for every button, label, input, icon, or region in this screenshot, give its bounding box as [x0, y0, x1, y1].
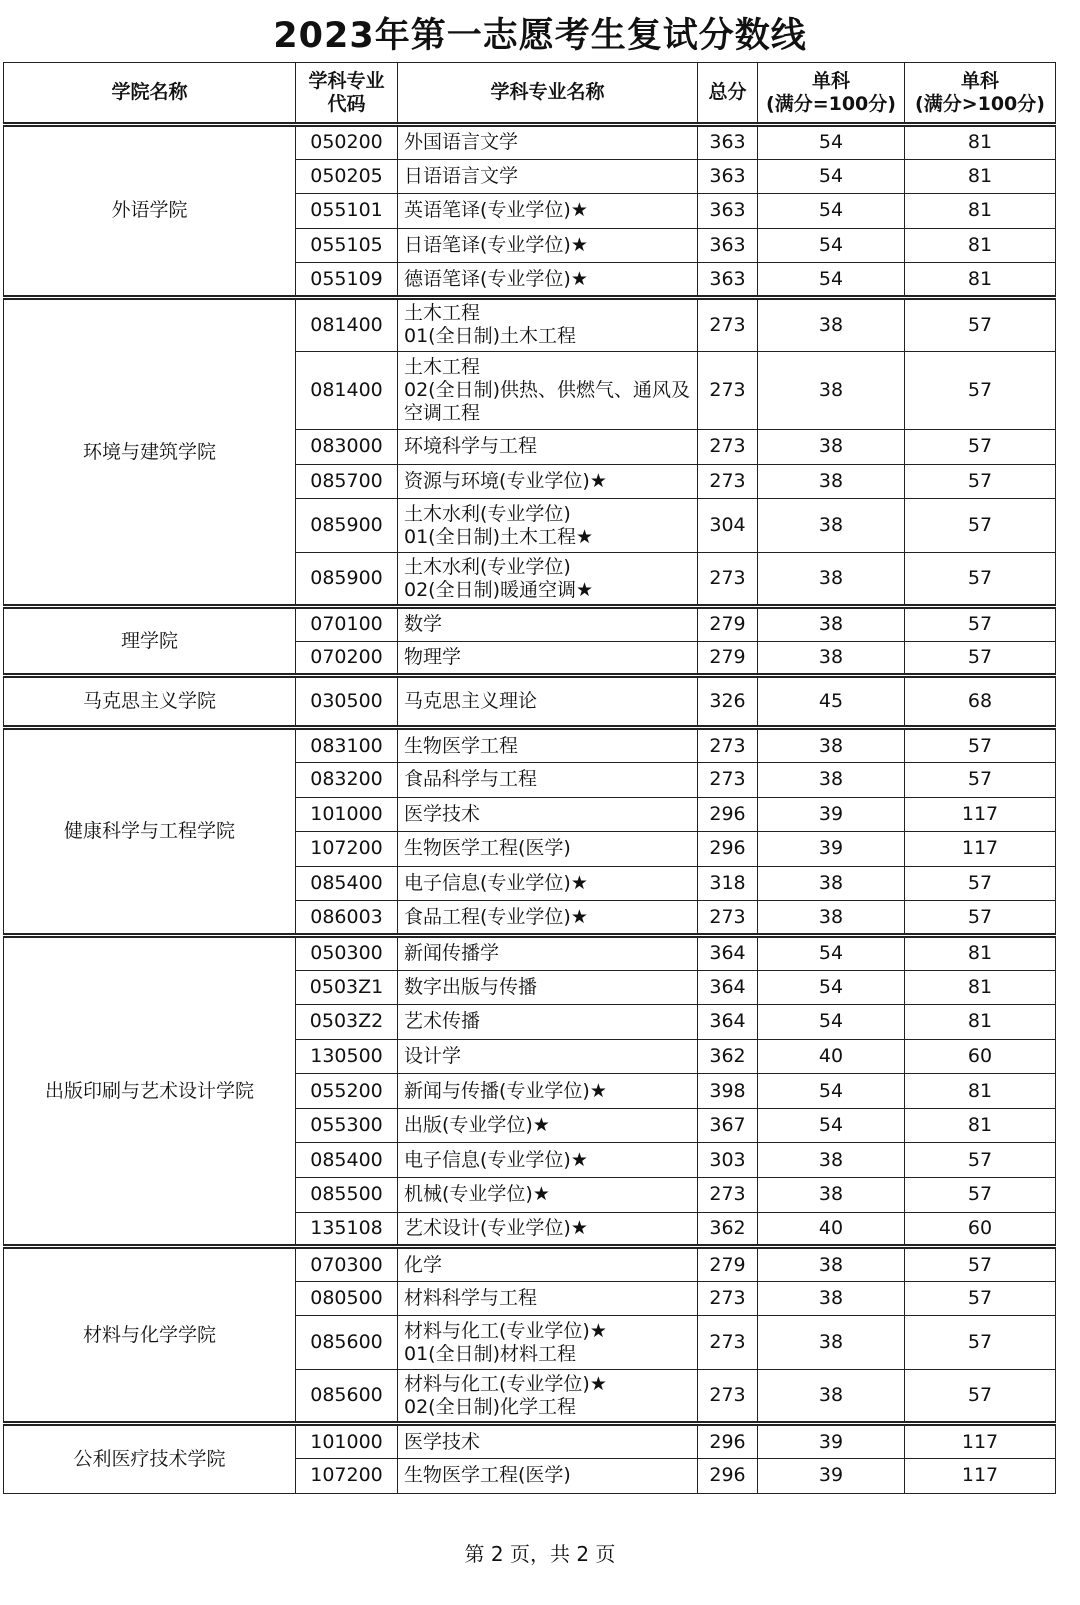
single-score-100-cell: 38 — [758, 1143, 905, 1178]
major-name-line: 出版(专业学位)★ — [404, 1114, 550, 1137]
header-school: 学院名称 — [4, 63, 296, 125]
total-score-cell: 364 — [698, 970, 758, 1005]
single-score-100-cell: 38 — [758, 866, 905, 901]
single-score-100-cell: 54 — [758, 935, 905, 970]
major-name-cell — [398, 297, 698, 351]
major-name-cell — [398, 866, 698, 901]
single-score-over-100-cell: 57 — [905, 429, 1056, 464]
single-score-100-cell: 54 — [758, 194, 905, 229]
major-name-line: 数学 — [404, 613, 443, 636]
school-name-cell: 出版印刷与艺术设计学院 — [4, 935, 296, 1246]
major-code-cell: 055300 — [296, 1108, 398, 1143]
major-name-cell — [398, 1247, 698, 1282]
school-name-cell: 环境与建筑学院 — [4, 297, 296, 606]
total-score-cell: 318 — [698, 866, 758, 901]
major-code-cell: 085700 — [296, 464, 398, 499]
single-score-100-cell: 45 — [758, 676, 905, 728]
major-name-line: 设计学 — [404, 1044, 462, 1067]
major-name-line: 化学 — [404, 1253, 443, 1276]
major-name-cell — [398, 1424, 698, 1459]
major-name-cell — [398, 970, 698, 1005]
single-score-over-100-cell: 57 — [905, 1316, 1056, 1370]
total-score-cell: 363 — [698, 194, 758, 229]
major-name-cell — [398, 1281, 698, 1316]
major-name-cell — [398, 1212, 698, 1247]
major-code-cell: 107200 — [296, 1459, 398, 1494]
total-score-cell: 279 — [698, 607, 758, 642]
table-row — [4, 935, 1056, 970]
major-name-cell — [398, 125, 698, 160]
header-total: 总分 — [698, 63, 758, 125]
major-code-cell: 083200 — [296, 762, 398, 797]
single-score-100-cell: 38 — [758, 641, 905, 676]
major-code-cell: 050300 — [296, 935, 398, 970]
major-code-cell: 080500 — [296, 1281, 398, 1316]
major-code-cell: 0503Z2 — [296, 1005, 398, 1040]
total-score-cell: 362 — [698, 1212, 758, 1247]
major-name-cell — [398, 429, 698, 464]
major-code-cell: 135108 — [296, 1212, 398, 1247]
school-name-cell: 马克思主义学院 — [4, 676, 296, 728]
single-score-over-100-cell: 117 — [905, 1459, 1056, 1494]
major-code-cell: 070200 — [296, 641, 398, 676]
single-score-over-100-cell: 81 — [905, 263, 1056, 298]
page-footer: 第 2 页，共 2 页 — [464, 1542, 616, 1566]
single-score-100-cell: 38 — [758, 762, 905, 797]
single-score-100-cell: 54 — [758, 125, 905, 160]
single-score-100-cell: 38 — [758, 901, 905, 936]
major-name-line: 土木工程 — [404, 355, 481, 378]
major-name-line: 医学技术 — [404, 802, 481, 825]
single-score-100-cell: 54 — [758, 1074, 905, 1109]
major-name-line: 材料与化工(专业学位)★ — [404, 1319, 607, 1342]
major-name-cell — [398, 1039, 698, 1074]
single-score-over-100-cell: 81 — [905, 125, 1056, 160]
table-row — [4, 297, 1056, 351]
major-name-line: 德语笔译(专业学位)★ — [404, 267, 588, 290]
single-score-100-cell: 38 — [758, 1247, 905, 1282]
single-score-100-cell: 39 — [758, 1459, 905, 1494]
major-name-cell — [398, 762, 698, 797]
total-score-cell: 363 — [698, 228, 758, 263]
major-code-cell: 0503Z1 — [296, 970, 398, 1005]
major-name-cell — [398, 1370, 698, 1424]
single-score-over-100-cell: 57 — [905, 607, 1056, 642]
single-score-100-cell: 38 — [758, 1281, 905, 1316]
major-name-cell — [398, 351, 698, 429]
single-score-over-100-cell: 57 — [905, 1247, 1056, 1282]
total-score-cell: 273 — [698, 351, 758, 429]
school-name-cell: 理学院 — [4, 607, 296, 676]
major-name-line: 日语语言文学 — [404, 164, 519, 187]
major-name-line: 01(全日制)土木工程★ — [404, 525, 594, 548]
major-code-cell: 083000 — [296, 429, 398, 464]
major-name-line: 食品科学与工程 — [404, 768, 538, 791]
table-row — [4, 728, 1056, 763]
single-score-over-100-cell: 68 — [905, 676, 1056, 728]
major-name-line: 艺术传播 — [404, 1010, 481, 1033]
major-name-line: 英语笔译(专业学位)★ — [404, 199, 588, 222]
total-score-cell: 273 — [698, 1178, 758, 1213]
total-score-cell: 296 — [698, 1424, 758, 1459]
major-code-cell: 055101 — [296, 194, 398, 229]
total-score-cell: 398 — [698, 1074, 758, 1109]
single-score-over-100-cell: 57 — [905, 1370, 1056, 1424]
school-name-cell: 外语学院 — [4, 125, 296, 298]
single-score-over-100-cell: 81 — [905, 194, 1056, 229]
major-code-cell: 050205 — [296, 159, 398, 194]
total-score-cell: 326 — [698, 676, 758, 728]
major-name-line: 新闻与传播(专业学位)★ — [404, 1079, 607, 1102]
single-score-100-cell: 38 — [758, 499, 905, 553]
major-name-cell — [398, 194, 698, 229]
single-score-100-cell: 38 — [758, 553, 905, 607]
total-score-cell: 273 — [698, 464, 758, 499]
major-code-cell: 130500 — [296, 1039, 398, 1074]
table-row — [4, 1247, 1056, 1282]
header-code: 学科专业 代码 — [296, 63, 398, 125]
major-name-cell — [398, 228, 698, 263]
single-score-100-cell: 54 — [758, 228, 905, 263]
table-row — [4, 607, 1056, 642]
major-code-cell: 101000 — [296, 797, 398, 832]
major-code-cell: 055200 — [296, 1074, 398, 1109]
major-name-cell — [398, 901, 698, 936]
major-code-cell: 030500 — [296, 676, 398, 728]
major-name-cell — [398, 1459, 698, 1494]
total-score-cell: 363 — [698, 125, 758, 160]
single-score-100-cell: 38 — [758, 1316, 905, 1370]
single-score-over-100-cell: 117 — [905, 1424, 1056, 1459]
total-score-cell: 279 — [698, 641, 758, 676]
major-name-line: 电子信息(专业学位)★ — [404, 872, 588, 895]
total-score-cell: 362 — [698, 1039, 758, 1074]
total-score-cell: 273 — [698, 1281, 758, 1316]
major-name-cell — [398, 676, 698, 728]
single-score-100-cell: 54 — [758, 159, 905, 194]
major-name-line: 01(全日制)材料工程 — [404, 1342, 577, 1365]
major-name-line: 材料科学与工程 — [404, 1287, 538, 1310]
major-name-cell — [398, 553, 698, 607]
total-score-cell: 273 — [698, 429, 758, 464]
single-score-over-100-cell: 117 — [905, 832, 1056, 867]
major-code-cell: 050200 — [296, 125, 398, 160]
major-name-line: 生物医学工程 — [404, 734, 519, 757]
single-score-over-100-cell: 60 — [905, 1039, 1056, 1074]
major-name-line: 马克思主义理论 — [404, 690, 538, 713]
major-name-line: 02(全日制)暖通空调★ — [404, 578, 594, 601]
major-name-cell — [398, 797, 698, 832]
major-name-line: 医学技术 — [404, 1430, 481, 1453]
major-name-cell — [398, 464, 698, 499]
single-score-100-cell: 54 — [758, 970, 905, 1005]
total-score-cell: 273 — [698, 553, 758, 607]
major-name-line: 日语笔译(专业学位)★ — [404, 234, 588, 257]
total-score-cell: 273 — [698, 1370, 758, 1424]
total-score-cell: 273 — [698, 728, 758, 763]
single-score-over-100-cell: 81 — [905, 1108, 1056, 1143]
major-name-cell — [398, 935, 698, 970]
single-score-over-100-cell: 57 — [905, 866, 1056, 901]
single-score-100-cell: 38 — [758, 1178, 905, 1213]
major-code-cell: 070100 — [296, 607, 398, 642]
major-code-cell: 085600 — [296, 1316, 398, 1370]
major-name-line: 新闻传播学 — [404, 942, 500, 965]
header-single-100: 单科 (满分=100分) — [758, 63, 905, 125]
major-code-cell: 081400 — [296, 297, 398, 351]
major-name-line: 艺术设计(专业学位)★ — [404, 1216, 588, 1239]
major-name-cell — [398, 728, 698, 763]
total-score-cell: 364 — [698, 935, 758, 970]
major-name-line: 02(全日制)化学工程 — [404, 1395, 577, 1418]
major-name-cell — [398, 1316, 698, 1370]
major-code-cell: 055109 — [296, 263, 398, 298]
major-name-line: 空调工程 — [404, 401, 481, 424]
table-row — [4, 125, 1056, 160]
single-score-100-cell: 54 — [758, 1005, 905, 1040]
table-header — [4, 63, 1056, 125]
single-score-100-cell: 38 — [758, 429, 905, 464]
single-score-100-cell: 38 — [758, 1370, 905, 1424]
major-name-line: 02(全日制)供热、供燃气、通风及 — [404, 378, 691, 401]
major-name-cell — [398, 1108, 698, 1143]
major-name-line: 机械(专业学位)★ — [404, 1183, 550, 1206]
major-name-cell — [398, 263, 698, 298]
major-name-cell — [398, 1178, 698, 1213]
major-name-line: 食品工程(专业学位)★ — [404, 905, 588, 928]
major-code-cell: 085400 — [296, 866, 398, 901]
school-name-cell: 材料与化学学院 — [4, 1247, 296, 1424]
single-score-over-100-cell: 57 — [905, 1178, 1056, 1213]
total-score-cell: 279 — [698, 1247, 758, 1282]
total-score-cell: 273 — [698, 1316, 758, 1370]
single-score-100-cell: 54 — [758, 263, 905, 298]
major-name-line: 环境科学与工程 — [404, 435, 538, 458]
single-score-100-cell: 39 — [758, 797, 905, 832]
major-name-line: 材料与化工(专业学位)★ — [404, 1372, 607, 1395]
single-score-100-cell: 40 — [758, 1039, 905, 1074]
major-name-cell — [398, 607, 698, 642]
total-score-cell: 296 — [698, 832, 758, 867]
score-table — [3, 62, 1056, 1494]
single-score-100-cell: 38 — [758, 607, 905, 642]
major-code-cell: 085500 — [296, 1178, 398, 1213]
major-name-cell — [398, 832, 698, 867]
single-score-100-cell: 40 — [758, 1212, 905, 1247]
single-score-100-cell: 38 — [758, 464, 905, 499]
major-name-line: 电子信息(专业学位)★ — [404, 1148, 588, 1171]
major-code-cell: 085400 — [296, 1143, 398, 1178]
major-code-cell: 107200 — [296, 832, 398, 867]
total-score-cell: 364 — [698, 1005, 758, 1040]
major-name-line: 01(全日制)土木工程 — [404, 325, 577, 348]
single-score-over-100-cell: 81 — [905, 1005, 1056, 1040]
major-name-line: 外国语言文学 — [404, 131, 519, 154]
page-title: 2023年第一志愿考生复试分数线 — [273, 16, 807, 56]
single-score-over-100-cell: 57 — [905, 464, 1056, 499]
major-code-cell: 083100 — [296, 728, 398, 763]
header-single-over-100: 单科 (满分>100分) — [905, 63, 1056, 125]
major-name-line: 资源与环境(专业学位)★ — [404, 469, 607, 492]
major-code-cell: 055105 — [296, 228, 398, 263]
single-score-over-100-cell: 57 — [905, 641, 1056, 676]
table-row — [4, 676, 1056, 728]
major-code-cell: 101000 — [296, 1424, 398, 1459]
single-score-100-cell: 39 — [758, 1424, 905, 1459]
major-name-line: 物理学 — [404, 646, 462, 669]
single-score-over-100-cell: 57 — [905, 1281, 1056, 1316]
major-code-cell: 085900 — [296, 499, 398, 553]
single-score-over-100-cell: 57 — [905, 553, 1056, 607]
total-score-cell: 273 — [698, 297, 758, 351]
major-name-line: 生物医学工程(医学) — [404, 837, 571, 860]
single-score-100-cell: 38 — [758, 351, 905, 429]
single-score-100-cell: 38 — [758, 728, 905, 763]
total-score-cell: 363 — [698, 263, 758, 298]
major-name-line: 数字出版与传播 — [404, 975, 538, 998]
major-name-line: 土木工程 — [404, 302, 481, 325]
major-name-cell — [398, 1074, 698, 1109]
total-score-cell: 273 — [698, 762, 758, 797]
single-score-over-100-cell: 57 — [905, 297, 1056, 351]
single-score-over-100-cell: 57 — [905, 351, 1056, 429]
major-name-line: 土木水利(专业学位) — [404, 502, 571, 525]
single-score-over-100-cell: 117 — [905, 797, 1056, 832]
total-score-cell: 303 — [698, 1143, 758, 1178]
single-score-over-100-cell: 57 — [905, 499, 1056, 553]
major-code-cell: 085900 — [296, 553, 398, 607]
total-score-cell: 363 — [698, 159, 758, 194]
score-table-container — [3, 62, 1056, 1494]
major-name-cell — [398, 499, 698, 553]
major-code-cell: 085600 — [296, 1370, 398, 1424]
major-code-cell: 081400 — [296, 351, 398, 429]
single-score-over-100-cell: 81 — [905, 1074, 1056, 1109]
single-score-over-100-cell: 60 — [905, 1212, 1056, 1247]
total-score-cell: 304 — [698, 499, 758, 553]
total-score-cell: 367 — [698, 1108, 758, 1143]
single-score-100-cell: 54 — [758, 1108, 905, 1143]
single-score-over-100-cell: 81 — [905, 228, 1056, 263]
major-name-cell — [398, 1005, 698, 1040]
table-row — [4, 1424, 1056, 1459]
major-name-cell — [398, 159, 698, 194]
major-code-cell: 086003 — [296, 901, 398, 936]
header-name: 学科专业名称 — [398, 63, 698, 125]
table-body — [4, 125, 1056, 1494]
single-score-over-100-cell: 81 — [905, 935, 1056, 970]
single-score-over-100-cell: 81 — [905, 970, 1056, 1005]
total-score-cell: 273 — [698, 901, 758, 936]
major-code-cell: 070300 — [296, 1247, 398, 1282]
major-name-cell — [398, 641, 698, 676]
total-score-cell: 296 — [698, 797, 758, 832]
single-score-over-100-cell: 57 — [905, 728, 1056, 763]
single-score-100-cell: 39 — [758, 832, 905, 867]
major-name-line: 土木水利(专业学位) — [404, 555, 571, 578]
single-score-over-100-cell: 57 — [905, 762, 1056, 797]
major-name-cell — [398, 1143, 698, 1178]
single-score-over-100-cell: 57 — [905, 1143, 1056, 1178]
total-score-cell: 296 — [698, 1459, 758, 1494]
school-name-cell: 公利医疗技术学院 — [4, 1424, 296, 1493]
single-score-over-100-cell: 81 — [905, 159, 1056, 194]
school-name-cell: 健康科学与工程学院 — [4, 728, 296, 936]
single-score-over-100-cell: 57 — [905, 901, 1056, 936]
major-name-line: 生物医学工程(医学) — [404, 1464, 571, 1487]
single-score-100-cell: 38 — [758, 297, 905, 351]
